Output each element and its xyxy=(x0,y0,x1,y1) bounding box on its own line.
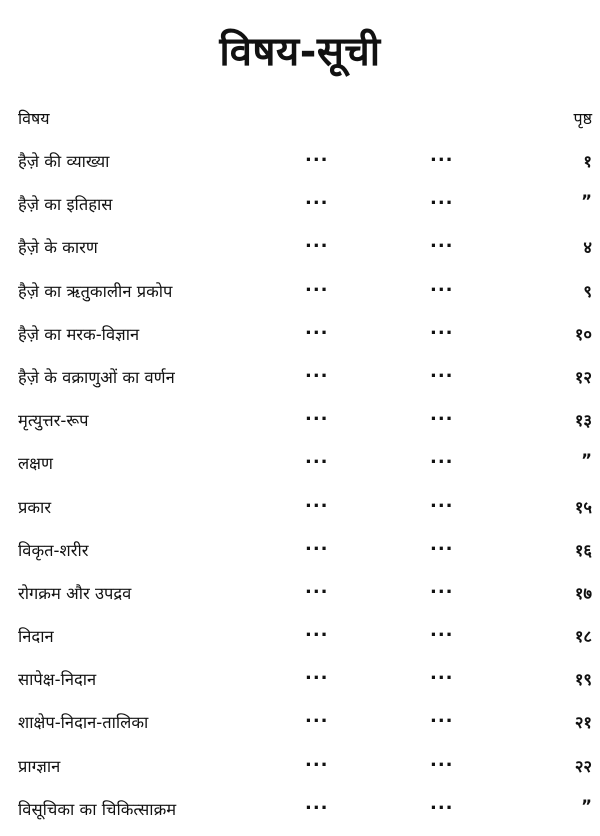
leader-dots: ... xyxy=(430,404,454,426)
entry-label: हैज़े का मरक-विज्ञान xyxy=(18,324,140,344)
leader-dots: ... xyxy=(430,576,454,598)
leader-dots: ... xyxy=(305,145,329,166)
entry-page-number: १२ xyxy=(574,367,592,387)
entry-page-number: ” xyxy=(581,451,592,471)
entry-label: प्राग्ज्ञान xyxy=(18,756,61,776)
leader-dots: ... xyxy=(305,231,329,253)
leader-dots: ... xyxy=(305,663,329,685)
leader-dots: ... xyxy=(430,188,454,210)
entry-label: हैज़े के कारण xyxy=(18,238,98,258)
subject-column-header: विषय xyxy=(18,109,50,128)
leader-dots: ... xyxy=(430,490,454,512)
leader-dots: ... xyxy=(305,404,329,426)
leader-dots: ... xyxy=(305,620,329,642)
leader-dots: ... xyxy=(305,490,329,512)
entry-label: हैज़े के वक्राणुओं का वर्णन xyxy=(18,367,175,387)
entry-page-number: १३ xyxy=(574,411,592,431)
leader-dots: ... xyxy=(430,274,454,296)
entry-page-number: १६ xyxy=(574,540,592,560)
entry-label: निदान xyxy=(18,627,54,647)
page-column-header: पृष्ठ xyxy=(573,109,592,128)
leader-dots: ... xyxy=(305,360,329,382)
leader-dots: ... xyxy=(430,663,454,685)
leader-dots: ... xyxy=(430,317,454,339)
entry-page-number: ९ xyxy=(583,281,592,301)
entry-label: विकृत-शरीर xyxy=(18,540,89,560)
entry-page-number: १० xyxy=(574,324,592,344)
toc-entry xyxy=(18,577,592,620)
toc-entry xyxy=(18,706,592,749)
toc-entry xyxy=(18,275,592,318)
toc-entry xyxy=(18,750,592,793)
leader-dots: ... xyxy=(305,576,329,598)
toc-header xyxy=(18,107,592,131)
toc-entry xyxy=(18,361,592,404)
entry-page-number: १८ xyxy=(574,627,592,647)
entry-page-number: १९ xyxy=(574,670,592,690)
leader-dots: ... xyxy=(305,533,329,555)
toc-entry xyxy=(18,534,592,577)
entry-label: लक्षण xyxy=(18,454,53,474)
entry-label: सापेक्ष-निदान xyxy=(18,670,97,690)
leader-dots: ... xyxy=(430,231,454,253)
toc-entry xyxy=(18,404,592,447)
entry-page-number: ” xyxy=(581,796,592,816)
leader-dots: ... xyxy=(430,749,454,771)
leader-dots: ... xyxy=(305,792,329,814)
leader-dots: ... xyxy=(305,317,329,339)
entry-page-number: ” xyxy=(581,192,592,212)
entry-page-number: १५ xyxy=(574,497,592,517)
toc-entry xyxy=(18,620,592,663)
leader-dots: ... xyxy=(305,274,329,296)
entry-label: प्रकार xyxy=(18,497,52,517)
toc-entry xyxy=(18,447,592,490)
entry-label: विसूचिका का चिकित्साक्रम xyxy=(18,799,177,819)
toc-entry xyxy=(18,231,592,274)
entry-label: रोगक्रम और उपद्रव xyxy=(18,583,132,603)
toc-entry xyxy=(18,145,592,188)
leader-dots: ... xyxy=(305,706,329,728)
entry-label: शाक्षेप-निदान-तालिका xyxy=(18,713,149,733)
entry-page-number: २२ xyxy=(574,756,592,776)
toc-entries xyxy=(18,145,592,836)
leader-dots: ... xyxy=(430,792,454,814)
toc-entry xyxy=(18,491,592,534)
leader-dots: ... xyxy=(430,533,454,555)
entry-label: हैज़े का इतिहास xyxy=(18,195,113,215)
toc-entry xyxy=(18,188,592,231)
entry-label: हैज़े की व्याख्या xyxy=(18,152,110,171)
entry-label: हैज़े का ऋतुकालीन प्रकोप xyxy=(18,281,173,301)
leader-dots: ... xyxy=(430,620,454,642)
leader-dots: ... xyxy=(305,447,329,469)
entry-page-number: ४ xyxy=(583,238,592,258)
entry-label: मृत्युत्तर-रूप xyxy=(18,411,89,431)
leader-dots: ... xyxy=(430,145,454,166)
toc-entry xyxy=(18,793,592,836)
leader-dots: ... xyxy=(430,706,454,728)
leader-dots: ... xyxy=(430,447,454,469)
page-title: विषय-सूची xyxy=(219,29,381,75)
entry-page-number: १७ xyxy=(574,583,592,603)
entry-page-number: २१ xyxy=(574,713,592,733)
leader-dots: ... xyxy=(430,360,454,382)
toc-entry xyxy=(18,318,592,361)
leader-dots: ... xyxy=(305,749,329,771)
entry-page-number: १ xyxy=(583,152,592,171)
toc-entry xyxy=(18,663,592,706)
leader-dots: ... xyxy=(305,188,329,210)
